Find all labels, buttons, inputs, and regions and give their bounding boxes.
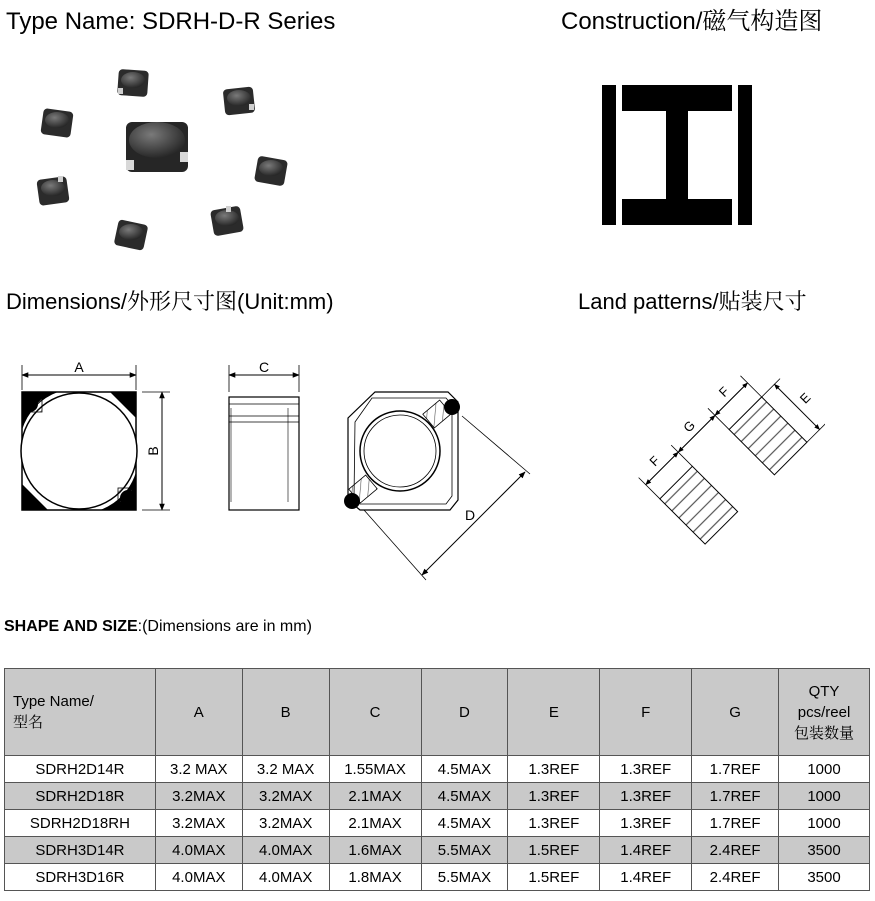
table-cell: 1.8MAX <box>329 864 421 891</box>
inductor-part <box>223 87 256 116</box>
table-cell: 1.3REF <box>508 810 600 837</box>
table-cell: 5.5MAX <box>421 837 508 864</box>
header-e: E <box>508 669 600 756</box>
table-cell: 1.7REF <box>692 810 779 837</box>
land-pad-left <box>660 466 738 544</box>
table-cell: 4.0MAX <box>242 837 329 864</box>
table-cell: 1.3REF <box>508 756 600 783</box>
table-cell: 1.5REF <box>508 837 600 864</box>
table-row <box>5 864 870 891</box>
cell-type-name: SDRH3D16R <box>5 864 156 891</box>
dim-label-c: C <box>258 359 270 375</box>
table-cell: 3500 <box>779 837 870 864</box>
table-cell: 1.5REF <box>508 864 600 891</box>
inductor-part <box>114 219 149 251</box>
table-cell: 3.2 MAX <box>155 756 242 783</box>
table-cell: 1000 <box>779 756 870 783</box>
dimensions-title: Dimensions/外形尺寸图(Unit:mm) <box>6 289 334 314</box>
cell-type-name: SDRH3D14R <box>5 837 156 864</box>
header-c: C <box>329 669 421 756</box>
cell-type-name: SDRH2D14R <box>5 756 156 783</box>
type-name-title: Type Name: SDRH-D-R Series <box>6 8 336 35</box>
header-a: A <box>155 669 242 756</box>
inductor-part <box>40 108 73 138</box>
inductor-part <box>36 176 69 206</box>
table-cell: 4.5MAX <box>421 810 508 837</box>
table-cell: 1.55MAX <box>329 756 421 783</box>
dimension-drawings <box>0 350 560 590</box>
table-row <box>5 837 870 864</box>
table-cell: 3.2MAX <box>155 810 242 837</box>
core-bottom-flange <box>622 199 732 225</box>
table-cell: 3500 <box>779 864 870 891</box>
header-d: D <box>421 669 508 756</box>
dim-label-f-right: F <box>715 383 732 400</box>
spec-table <box>4 668 870 891</box>
table-header-row <box>5 669 870 756</box>
core-top-flange <box>622 85 732 111</box>
header-g: G <box>692 669 779 756</box>
core-center-post <box>666 111 688 199</box>
diagonal-view <box>344 392 530 580</box>
table-cell: 1.3REF <box>600 783 692 810</box>
shape-size-rest: :(Dimensions are in mm) <box>137 618 312 635</box>
header-f: F <box>600 669 692 756</box>
side-view <box>229 359 299 510</box>
table-cell: 1.7REF <box>692 756 779 783</box>
land-pattern-drawing <box>605 355 825 555</box>
header-type-name: Type Name/ 型名 <box>5 669 156 756</box>
table-row <box>5 783 870 810</box>
table-cell: 3.2MAX <box>242 783 329 810</box>
table-cell: 1000 <box>779 783 870 810</box>
inductor-part <box>254 156 288 187</box>
dim-label-g: G <box>680 417 699 436</box>
inductor-part <box>126 122 188 172</box>
table-cell: 1.3REF <box>508 783 600 810</box>
table-cell: 1.3REF <box>600 756 692 783</box>
table-cell: 1.6MAX <box>329 837 421 864</box>
cell-type-name: SDRH2D18RH <box>5 810 156 837</box>
top-view <box>21 359 170 510</box>
table-cell: 1.4REF <box>600 864 692 891</box>
table-cell: 5.5MAX <box>421 864 508 891</box>
dim-label-b: B <box>145 446 161 456</box>
dim-label-d: D <box>464 507 476 523</box>
product-photo <box>30 60 300 255</box>
table-cell: 3.2 MAX <box>242 756 329 783</box>
table-cell: 4.5MAX <box>421 783 508 810</box>
header-qty: QTY pcs/reel 包装数量 <box>779 669 870 756</box>
land-pad-right <box>729 397 807 475</box>
table-cell: 1.3REF <box>600 810 692 837</box>
dim-label-e: E <box>796 389 814 407</box>
table-cell: 2.4REF <box>692 864 779 891</box>
outer-ring-left <box>602 85 616 225</box>
table-cell: 2.1MAX <box>329 810 421 837</box>
shape-size-bold: SHAPE AND SIZE <box>4 618 138 635</box>
construction-drawing <box>600 85 760 230</box>
table-cell: 4.0MAX <box>155 864 242 891</box>
outer-ring-right <box>738 85 752 225</box>
table-row <box>5 756 870 783</box>
inductor-part <box>117 69 149 97</box>
table-cell: 3.2MAX <box>242 810 329 837</box>
table-cell: 4.5MAX <box>421 756 508 783</box>
table-cell: 4.0MAX <box>242 864 329 891</box>
table-cell: 2.4REF <box>692 837 779 864</box>
header-b: B <box>242 669 329 756</box>
table-cell: 1000 <box>779 810 870 837</box>
dim-label-f-left: F <box>646 452 663 470</box>
shape-size-caption <box>4 618 312 636</box>
inductor-part <box>210 206 244 237</box>
table-cell: 1.7REF <box>692 783 779 810</box>
table-row <box>5 810 870 837</box>
table-cell: 1.4REF <box>600 837 692 864</box>
land-patterns-title: Land patterns/贴装尺寸 <box>578 289 807 314</box>
table-cell: 4.0MAX <box>155 837 242 864</box>
table-cell: 2.1MAX <box>329 783 421 810</box>
cell-type-name: SDRH2D18R <box>5 783 156 810</box>
table-cell: 3.2MAX <box>155 783 242 810</box>
construction-title: Construction/磁气构造图 <box>561 8 823 35</box>
dim-label-a: A <box>74 359 84 375</box>
